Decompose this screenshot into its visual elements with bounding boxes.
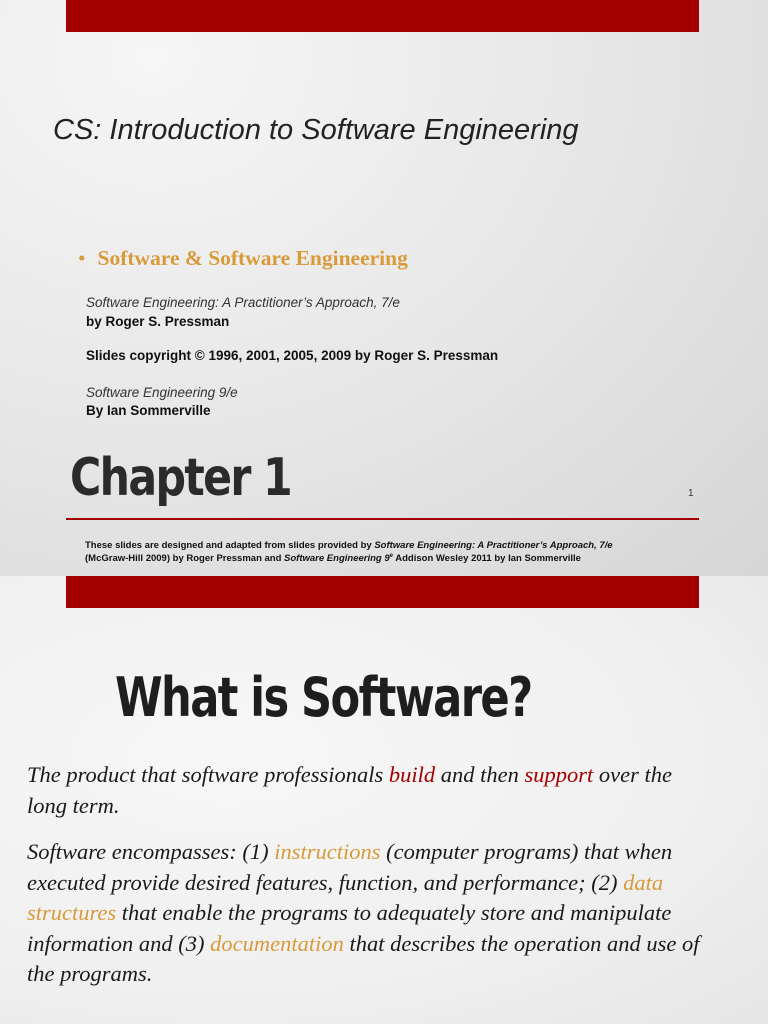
footnote-line-2 — [85, 553, 581, 564]
body-text: Software encompasses: (1) — [27, 839, 275, 864]
body-text: (computer programs) that when executed provide desired features, function, and performance; (2) — [27, 839, 673, 895]
body-text: that describes the operation and use of the programs. — [27, 930, 700, 986]
slide-heading: What is Software? — [115, 666, 532, 729]
red-divider — [66, 518, 699, 520]
book2-title: Software Engineering 9/e — [86, 385, 238, 400]
footnote-line-1 — [85, 540, 613, 551]
highlight-build: build — [388, 762, 436, 787]
copyright-line: Slides copyright © 1996, 2001, 2005, 2009 by Roger S. Pressman — [86, 348, 499, 363]
slide-number: 1 — [688, 488, 694, 499]
body-text: that enable the programs to adequately store and manipulate information and (3) — [27, 900, 672, 956]
content-slide — [0, 576, 768, 1024]
paragraph-2 — [27, 837, 717, 990]
highlight-support: support — [524, 762, 594, 787]
footnote-text: These slides are designed and adapted from slides provided by — [85, 540, 375, 551]
footnote-superscript: e — [389, 553, 393, 559]
bullet-icon: • — [78, 246, 86, 270]
top-red-bar — [66, 0, 699, 32]
body-text: over the long term. — [27, 762, 673, 818]
footnote-book-title: Software Engineering 9 — [284, 553, 390, 565]
footnote-text: Addison Wesley 2011 by Ian Sommerville — [392, 553, 581, 565]
body-text: The product that software professionals — [27, 762, 389, 787]
topic-text: Software & Software Engineering — [97, 246, 408, 270]
chapter-title: Chapter 1 — [70, 448, 292, 508]
course-title: CS: Introduction to Software Engineering — [53, 114, 579, 146]
body-text: and then — [435, 762, 525, 787]
paragraph-1 — [27, 760, 717, 821]
top-red-bar — [66, 576, 699, 608]
highlight-instructions: instructions — [274, 839, 381, 864]
book1-author: by Roger S. Pressman — [86, 314, 230, 329]
highlight-documentation: documentation — [210, 930, 344, 956]
book2-author: By Ian Sommerville — [86, 403, 211, 418]
book1-title: Software Engineering: A Practitioner’s Approach, 7/e — [86, 295, 400, 310]
topic-bullet — [78, 246, 408, 271]
highlight-data-structures: data structures — [27, 869, 664, 925]
footnote-book-title: Software Engineering: A Practitioner’s Approach, 7/e — [374, 540, 613, 551]
footnote-text: (McGraw-Hill 2009) by Roger Pressman and — [85, 553, 285, 565]
